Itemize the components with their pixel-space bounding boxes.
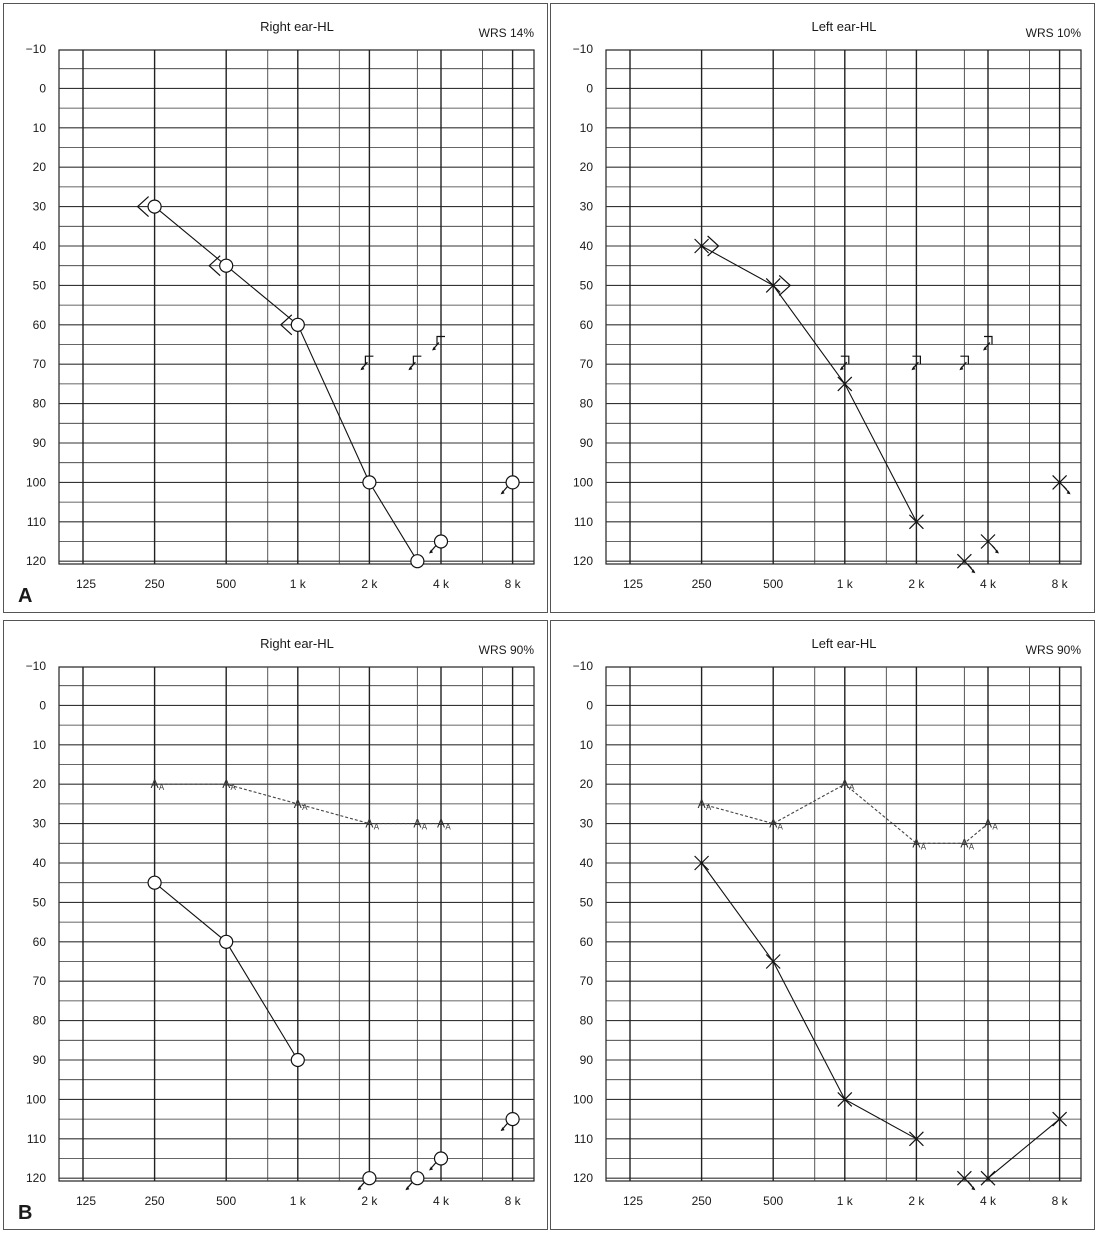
x-tick-label: 1 k <box>836 577 853 591</box>
no-response-arrow-6 <box>1064 486 1071 494</box>
circle-point-2 <box>291 318 304 331</box>
x-tick-label: 4 k <box>979 1194 997 1208</box>
y-tick-label: 20 <box>32 777 46 792</box>
svg-text:A: A <box>840 777 849 792</box>
svg-text:A: A <box>983 816 993 831</box>
panel-label-a: A <box>18 585 33 607</box>
aided-point-1 <box>222 777 236 792</box>
wrs-label: WRS 10% <box>1025 26 1081 40</box>
no-response-arrow-10 <box>360 362 367 370</box>
no-response-arrow-10 <box>911 362 918 370</box>
y-tick-label: −10 <box>25 659 46 673</box>
x-tick-label: 8 k <box>1051 577 1068 591</box>
x-tick-label: 125 <box>75 1194 97 1208</box>
circle-point-6 <box>148 876 161 889</box>
audiogram-panel-a-left <box>550 3 1095 613</box>
y-tick-label: 60 <box>32 317 46 332</box>
x-tick-label: 500 <box>216 1194 237 1208</box>
svg-text:A: A <box>436 816 446 831</box>
y-tick-label: 120 <box>25 554 46 569</box>
y-tick-label: 60 <box>579 934 593 949</box>
y-tick-label: −10 <box>572 42 593 56</box>
wrs-label: WRS 14% <box>478 26 534 40</box>
x-tick-label: 1 k <box>836 1194 853 1208</box>
plot-frame <box>59 50 534 564</box>
svg-text:A: A <box>697 796 706 811</box>
y-tick-label: 120 <box>572 554 593 569</box>
y-tick-label: 120 <box>572 1171 593 1186</box>
y-tick-label: 50 <box>579 278 593 293</box>
y-tick-label: 0 <box>586 698 593 713</box>
svg-text:A: A <box>158 783 165 793</box>
aided-point-2 <box>841 777 855 792</box>
no-response-arrow-9 <box>357 1182 364 1190</box>
y-tick-label: 80 <box>579 1013 593 1028</box>
no-response-arrow-11 <box>959 362 966 370</box>
y-tick-label: 40 <box>32 239 46 253</box>
aided-point-5 <box>984 817 998 832</box>
y-tick-label: 100 <box>572 475 593 490</box>
circle-point-3 <box>363 476 376 489</box>
no-response-arrow-11 <box>408 362 415 370</box>
y-tick-label: 110 <box>573 1131 593 1146</box>
y-tick-label: 100 <box>25 1092 46 1107</box>
y-tick-label: 60 <box>579 317 593 332</box>
circle-point-4 <box>411 555 424 568</box>
no-response-arrow-6 <box>501 486 508 494</box>
circle-point-9 <box>363 1172 376 1185</box>
y-tick-label: 100 <box>572 1092 593 1107</box>
x-tick-label: 8 k <box>504 577 521 591</box>
audiogram-right-ear-b <box>4 621 549 1231</box>
x-tick-label: 125 <box>75 577 97 591</box>
y-tick-label: −10 <box>25 42 46 56</box>
y-tick-label: 10 <box>579 737 593 752</box>
x-tick-label: 1 k <box>289 1194 306 1208</box>
y-tick-label: 0 <box>39 698 46 713</box>
y-tick-label: 0 <box>586 81 593 96</box>
plot-frame <box>59 667 534 1181</box>
svg-text:A: A <box>421 822 428 832</box>
x-tick-label: 8 k <box>1051 1194 1068 1208</box>
circle-point-10 <box>411 1172 424 1185</box>
circle-point-7 <box>220 935 233 948</box>
aided-point-5 <box>437 817 451 832</box>
y-tick-label: 50 <box>579 895 593 910</box>
svg-text:A: A <box>413 816 422 831</box>
x-tick-label: 2 k <box>908 577 925 591</box>
y-tick-label: 110 <box>573 514 593 529</box>
svg-text:A: A <box>373 822 380 832</box>
y-tick-label: 40 <box>32 856 46 870</box>
circle-point-5 <box>435 535 448 548</box>
circle-point-0 <box>148 200 161 213</box>
y-tick-label: 90 <box>32 436 46 450</box>
y-tick-label: 20 <box>32 160 46 175</box>
y-tick-label: 70 <box>32 357 46 372</box>
no-response-arrow-12 <box>432 343 439 351</box>
x-tick-label: 4 k <box>432 1194 450 1208</box>
y-tick-label: 30 <box>579 816 593 831</box>
y-tick-label: 70 <box>579 974 593 989</box>
svg-text:A: A <box>230 783 236 793</box>
y-tick-label: 90 <box>32 1053 46 1067</box>
aided-point-3 <box>365 817 379 832</box>
y-tick-label: 30 <box>32 816 46 831</box>
circle-point-8 <box>291 1054 304 1067</box>
x-tick-label: 500 <box>763 577 784 591</box>
y-tick-label: 80 <box>579 396 593 411</box>
x-tick-label: 2 k <box>908 1194 925 1208</box>
y-tick-label: 90 <box>579 436 593 450</box>
x-tick-label: 125 <box>622 577 644 591</box>
no-response-arrow-5 <box>992 546 999 554</box>
aided-point-4 <box>960 836 974 851</box>
aided-point-2 <box>294 797 308 812</box>
aided-point-0 <box>698 797 712 812</box>
y-tick-label: 50 <box>32 278 46 293</box>
audiogram-panel-b-left <box>550 620 1095 1230</box>
circle-point-1 <box>220 259 233 272</box>
x-tick-label: 1 k <box>289 577 306 591</box>
no-response-arrow-9 <box>840 362 847 370</box>
no-response-arrow-10 <box>968 1182 975 1190</box>
y-tick-label: 70 <box>579 357 593 372</box>
chart-title: Right ear-HL <box>260 19 334 34</box>
no-response-arrow-12 <box>983 343 990 351</box>
x-tick-label: 4 k <box>432 577 450 591</box>
svg-text:A: A <box>293 796 302 811</box>
aided-point-0 <box>151 777 165 792</box>
no-response-arrow-11 <box>429 1163 436 1171</box>
svg-text:A: A <box>992 822 998 832</box>
x-tick-label: 2 k <box>361 1194 378 1208</box>
series-line <box>988 1119 1060 1178</box>
y-tick-label: 100 <box>25 475 46 490</box>
y-tick-label: 50 <box>32 895 46 910</box>
y-tick-label: 40 <box>579 856 593 870</box>
svg-text:A: A <box>912 836 921 851</box>
y-tick-label: 120 <box>25 1171 46 1186</box>
y-tick-label: 0 <box>39 81 46 96</box>
x-tick-label: 500 <box>216 577 237 591</box>
x-tick-label: 250 <box>691 1194 712 1208</box>
svg-text:A: A <box>302 802 308 812</box>
x-tick-label: 125 <box>622 1194 644 1208</box>
no-response-arrow-5 <box>429 546 436 554</box>
y-tick-label: 20 <box>579 160 593 175</box>
y-tick-label: 10 <box>32 120 46 135</box>
y-tick-label: 30 <box>32 199 46 214</box>
chart-title: Left ear-HL <box>811 636 877 651</box>
x-tick-label: 4 k <box>979 577 997 591</box>
svg-text:A: A <box>222 777 231 792</box>
y-tick-label: 70 <box>32 974 46 989</box>
y-tick-label: 60 <box>32 934 46 949</box>
plot-frame <box>606 667 1081 1181</box>
x-tick-label: 250 <box>691 577 712 591</box>
no-response-arrow-12 <box>501 1123 508 1131</box>
y-tick-label: −10 <box>572 659 593 673</box>
panel-label-b: B <box>18 1202 33 1224</box>
svg-text:A: A <box>769 816 778 831</box>
svg-text:A: A <box>365 816 374 831</box>
chart-title: Left ear-HL <box>811 19 877 34</box>
svg-text:A: A <box>849 783 855 793</box>
no-response-arrow-4 <box>968 565 975 573</box>
no-response-arrow-10 <box>405 1182 412 1190</box>
circle-point-6 <box>506 476 519 489</box>
y-tick-label: 10 <box>579 120 593 135</box>
x-tick-label: 8 k <box>504 1194 521 1208</box>
svg-text:A: A <box>960 836 969 851</box>
svg-text:A: A <box>150 777 159 792</box>
circle-point-11 <box>435 1152 448 1165</box>
svg-text:A: A <box>445 822 451 832</box>
y-tick-label: 20 <box>579 777 593 792</box>
audiogram-panel-b-right <box>3 620 548 1230</box>
x-tick-label: 2 k <box>361 577 378 591</box>
audiogram-panel-a-right <box>3 3 548 613</box>
svg-text:A: A <box>920 842 927 852</box>
audiogram-right-ear-a <box>4 4 549 614</box>
x-tick-label: 250 <box>144 577 165 591</box>
plot-frame <box>606 50 1081 564</box>
y-tick-label: 40 <box>579 239 593 253</box>
svg-text:A: A <box>968 842 975 852</box>
y-tick-label: 80 <box>32 396 46 411</box>
wrs-label: WRS 90% <box>1025 643 1081 657</box>
wrs-label: WRS 90% <box>478 643 534 657</box>
audiogram-left-ear-a <box>551 4 1096 614</box>
aided-point-1 <box>769 817 783 832</box>
y-tick-label: 110 <box>26 514 46 529</box>
x-tick-label: 500 <box>763 1194 784 1208</box>
circle-point-12 <box>506 1113 519 1126</box>
svg-text:A: A <box>705 802 712 812</box>
y-tick-label: 90 <box>579 1053 593 1067</box>
aided-point-3 <box>912 836 926 851</box>
x-tick-label: 250 <box>144 1194 165 1208</box>
chart-title: Right ear-HL <box>260 636 334 651</box>
y-tick-label: 30 <box>579 199 593 214</box>
y-tick-label: 80 <box>32 1013 46 1028</box>
aided-point-4 <box>413 817 427 832</box>
svg-text:A: A <box>777 822 783 832</box>
y-tick-label: 110 <box>26 1131 46 1146</box>
audiogram-left-ear-b <box>551 621 1096 1231</box>
y-tick-label: 10 <box>32 737 46 752</box>
